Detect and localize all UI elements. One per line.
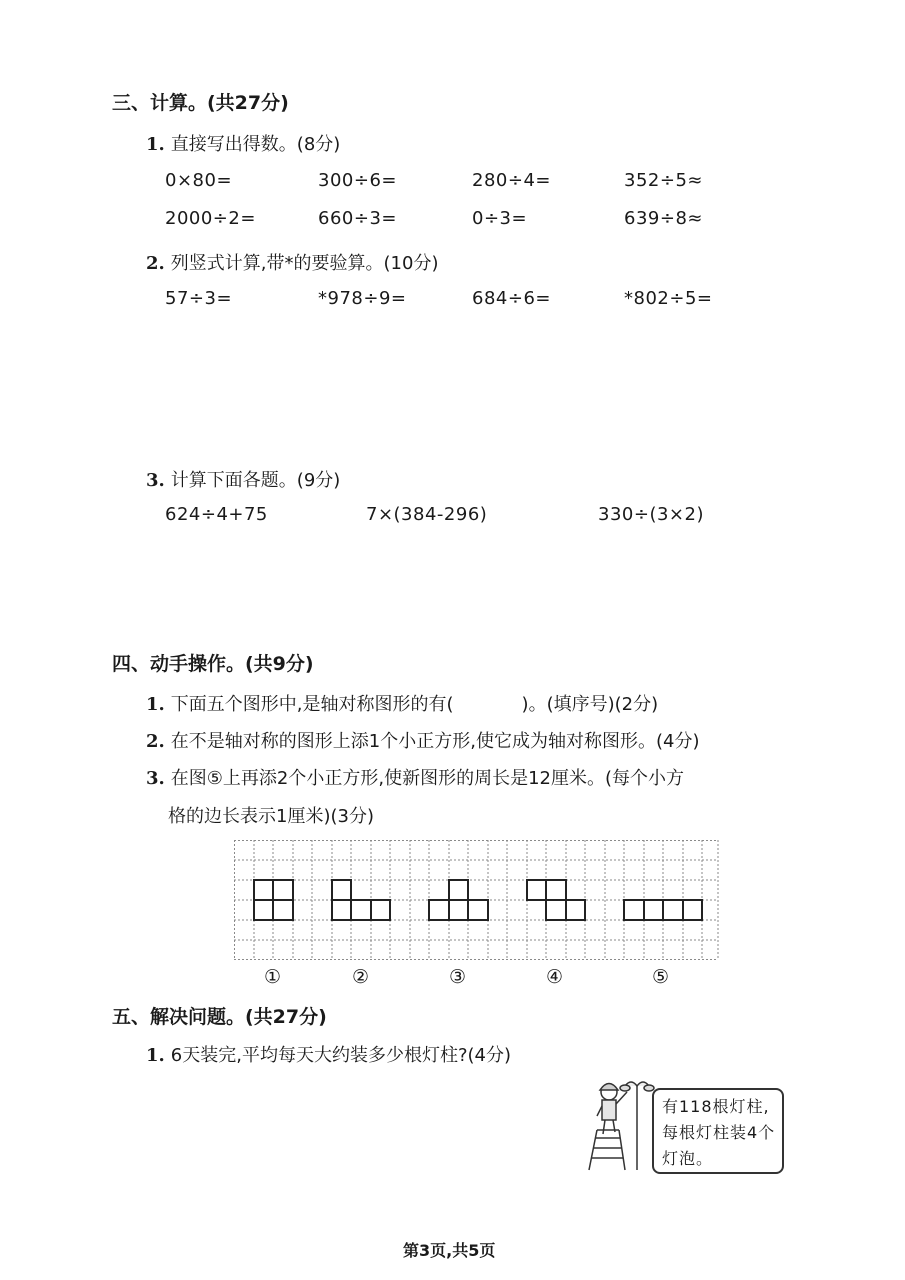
calc-item: 280÷4= [472,170,551,191]
vertical-calc-item: 684÷6= [472,288,551,309]
question-text: 在图⑤上再添2个小正方形,使新图形的周长是12厘米。(每个小方 [170,768,685,789]
mixed-calc-item: 330÷(3×2) [598,504,704,525]
section4-q2 [146,727,699,753]
shape-5 [624,900,702,920]
question-number: 1. [146,694,165,715]
shape-2 [332,880,390,920]
shape-grid [234,840,720,964]
shape-4 [527,880,585,920]
section4-title: 四、动手操作。(共9分) [112,653,314,675]
calc-item: 2000÷2= [165,208,256,229]
figure-label-3: ③ [449,966,467,988]
question-number: 1. [146,1045,165,1066]
section3-q3 [146,466,340,492]
vertical-calc-item: *802÷5= [624,288,713,309]
question-number: 3. [146,470,165,491]
section3-q1 [146,130,340,156]
worker-on-ladder-illustration [585,1072,657,1172]
figure-label-1: ① [264,966,282,988]
mixed-calc-item: 7×(384-296) [366,504,488,525]
calc-item: 660÷3= [318,208,397,229]
question-number: 1. [146,134,165,155]
section4-q3 [146,764,684,790]
vertical-calc-item: 57÷3= [165,288,233,309]
section3-q2 [146,249,438,275]
question-text: )。(填序号)(2分) [521,694,659,715]
speech-bubble: 有118根灯柱,每根灯柱装4个灯泡。 [652,1088,784,1174]
calc-item: 0÷3= [472,208,528,229]
calc-item: 352÷5≈ [624,170,703,191]
question-number: 2. [146,253,165,274]
question-text: 下面五个图形中,是轴对称图形的有( [170,694,454,715]
calc-item: 639÷8≈ [624,208,703,229]
figure-label-2: ② [352,966,370,988]
question-text: 在不是轴对称的图形上添1个小正方形,使它成为轴对称图形。(4分) [170,731,700,752]
section4-q1 [146,690,658,716]
question-number: 3. [146,768,165,789]
calc-item: 300÷6= [318,170,397,191]
question-text: 计算下面各题。(9分) [170,470,341,491]
vertical-calc-item: *978÷9= [318,288,407,309]
shape-1 [254,880,293,920]
section5-q1 [146,1041,511,1067]
page-footer: 第3页,共5页 [403,1241,496,1260]
calc-item: 0×80= [165,170,233,191]
section3-title: 三、计算。(共27分) [112,92,289,114]
figure-label-4: ④ [546,966,564,988]
question-text: 直接写出得数。(8分) [170,134,341,155]
shape-3 [429,880,488,920]
grid-figure [234,840,720,960]
figure-label-5: ⑤ [652,966,670,988]
section4-q3-line2: 格的边长表示1厘米)(3分) [168,806,374,827]
section5-title: 五、解决问题。(共27分) [112,1006,327,1028]
question-number: 2. [146,731,165,752]
mixed-calc-item: 624÷4+75 [165,504,268,525]
question-text: 列竖式计算,带*的要验算。(10分) [170,253,439,274]
question-text: 6天装完,平均每天大约装多少根灯柱?(4分) [170,1045,512,1066]
